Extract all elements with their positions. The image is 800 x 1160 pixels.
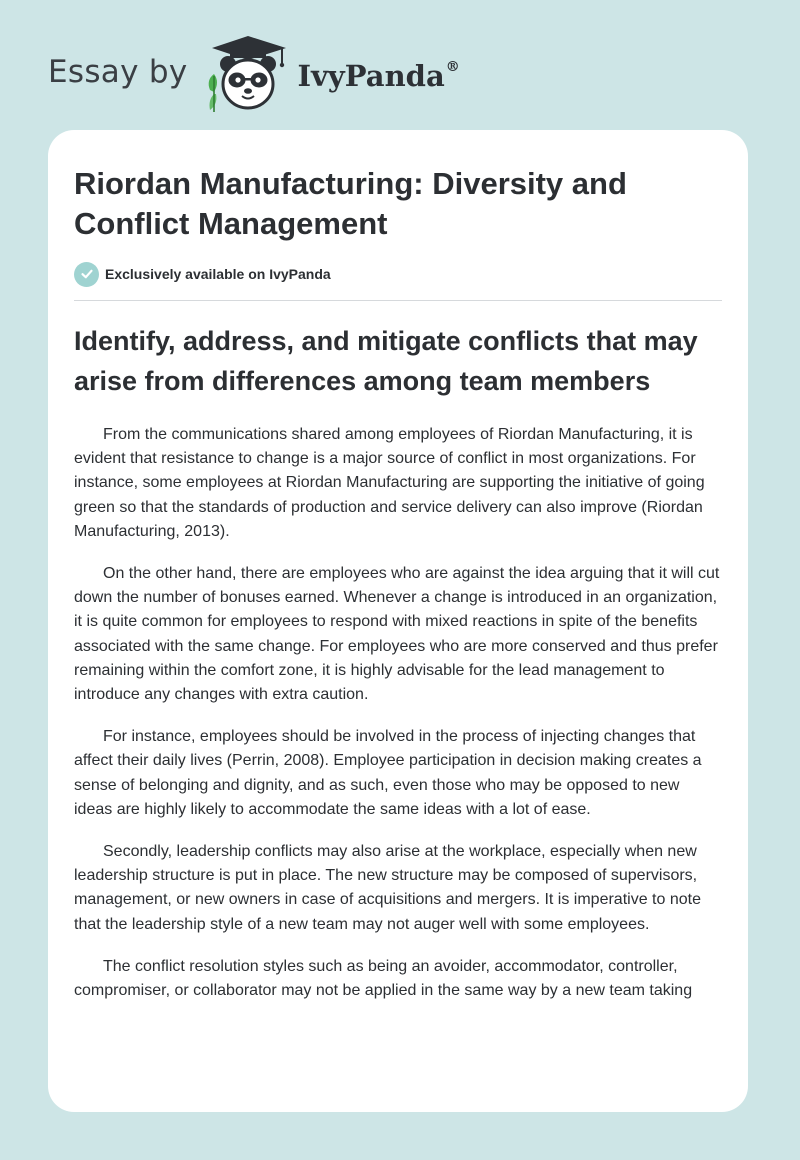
brand-name: IvyPanda® xyxy=(297,59,460,93)
badge-text: Exclusively available on IvyPanda xyxy=(105,266,331,282)
paragraph: From the communications shared among employees of Riordan Manufacturing, it is evident that resistance to change is a major source of conflict in most organizations. For instance, some employees at Riordan Manufacturing are supporting the initiative of going green so that the standards of production and service delivery can also improve (Riordan Manufacturing, 2013). xyxy=(74,426,705,540)
section-heading: Identify, address, and mitigate conflicts that may arise from differences among team members xyxy=(74,326,698,396)
paragraph: The conflict resolution styles such as being an avoider, accommodator, controller, compromiser, or collaborator may not be applied in the same way by a new team taking xyxy=(74,957,693,1000)
brand-prefix: Essay by xyxy=(48,54,188,90)
divider xyxy=(74,300,722,301)
trademark-symbol: ® xyxy=(445,59,460,76)
brand-header[interactable] xyxy=(48,34,460,114)
page-title: Riordan Manufacturing: Diversity and Conflict Management xyxy=(74,166,627,241)
essay-body xyxy=(74,423,722,1003)
exclusive-badge xyxy=(74,260,722,288)
paragraph: Secondly, leadership conflicts may also arise at the workplace, especially when new leadership structure is put in place. The new structure may be composed of supervisors, management, or new owners in case of acquisitions and mergers. It is imperative to note that the leadership style of a new team may not auger well with some employees. xyxy=(74,843,701,933)
essay-card xyxy=(48,130,748,1112)
check-circle-icon xyxy=(74,262,99,287)
paragraph: For instance, employees should be involved in the process of injecting changes that affect their daily lives (Perrin, 2008). Employee participation in decision making creates a sense of belonging and dignity, and as such, even those who may be opposed to new ideas are highly likely to accommodate the same ideas with a lot of ease. xyxy=(74,728,702,818)
panda-graduate-icon xyxy=(202,34,296,114)
paragraph: On the other hand, there are employees who are against the idea arguing that it will cut down the number of bonuses earned. Whenever a change is introduced in an organization, it is quite common for employees to respond with mixed reactions in spite of the benefits associated with the same change. For employees who are more conserved and thus prefer remaining within the comfort zone, it is highly advisable for the lead management to introduce any changes with extra caution. xyxy=(74,565,720,704)
